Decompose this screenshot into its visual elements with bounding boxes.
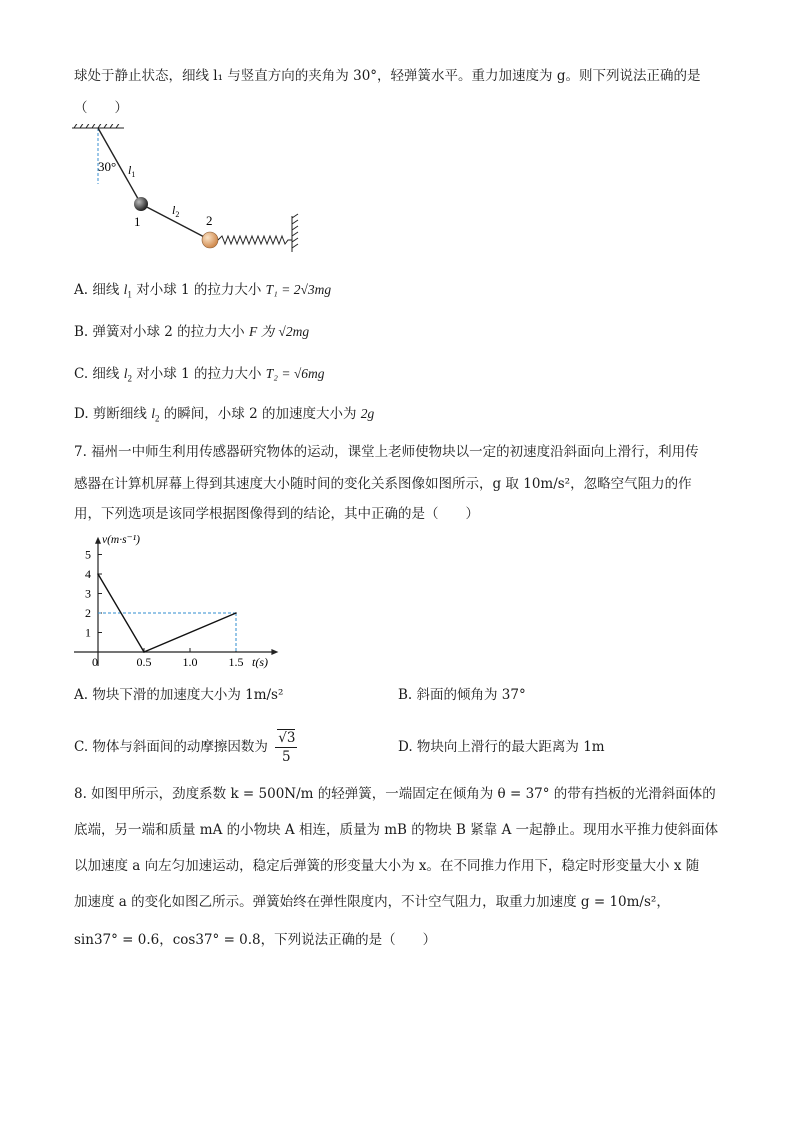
y-tick-label: 4	[85, 567, 91, 581]
ball-2-label: 2	[206, 213, 213, 228]
angle-label: 30°	[98, 159, 117, 174]
series-point	[97, 573, 99, 575]
q6-option-d[interactable]: D. 剪断细线 $l_2$ 的瞬间，小球 2 的加速度大小为 2g	[74, 406, 375, 424]
q6-stem-line1: 球处于静止状态，细线 l₁ 与竖直方向的夹角为 30°，轻弹簧水平。重力加速度为 g。则下列说法正确的是	[74, 68, 701, 84]
x-axis-arrow	[271, 649, 278, 655]
q7-option-a[interactable]: A. 物块下滑的加速度大小为 1m/s²	[74, 687, 284, 703]
q7-option-c[interactable]: C. 物体与斜面间的动摩擦因数为 $\frac{√3}{5}$	[74, 730, 296, 765]
ball-2	[202, 232, 218, 248]
x-tick-label: 0.5	[136, 655, 152, 669]
y-tick-label: 1	[85, 625, 91, 640]
q6-figure	[66, 124, 316, 252]
q8-stem-line3: 以加速度 a 向左匀加速运动，稳定后弹簧的形变量大小为 x。在不同推力作用下，稳定时形变量大小 x 随	[74, 858, 700, 874]
x-axis-label: t(s)	[252, 655, 268, 669]
vt-chart	[70, 532, 280, 672]
y-axis-label: v(m·s⁻¹)	[102, 533, 140, 546]
q7-stem-line1: 7. 福州一中师生利用传感器研究物体的运动，课堂上老师使物块以一定的初速度沿斜面向上滑行，利用传	[74, 444, 699, 460]
q6-option-c[interactable]: C. 细线 $l_2$ 对小球 1 的拉力大小 T₂ = √6mg	[74, 366, 325, 384]
y-axis-arrow	[95, 537, 101, 544]
l2-label: $l_2$	[172, 203, 180, 219]
spring	[218, 236, 292, 244]
q6-option-a[interactable]: A. 细线 $l_1$ 对小球 1 的拉力大小 T₁ = 2√3mg	[74, 282, 332, 300]
q8-stem-line5: sin37° = 0.6，cos37° = 0.8，下列说法正确的是（ ）	[74, 932, 437, 948]
series-point	[143, 651, 145, 653]
y-tick-label: 3	[85, 586, 91, 601]
origin-label: 0	[92, 655, 98, 669]
q8-stem-line1: 8. 如图甲所示，劲度系数 k = 500N/m 的轻弹簧，一端固定在倾角为 θ = 37° 的带有挡板的光滑斜面体的	[74, 786, 716, 802]
q6-stem-line2: （ ）	[74, 100, 128, 116]
ball-1	[134, 197, 148, 211]
x-tick-label: 1.5	[228, 655, 244, 669]
ceiling-hatch	[72, 124, 124, 128]
friction-fraction: $\frac{√3}{5}$	[275, 729, 297, 766]
q7-stem-line2: 感器在计算机屏幕上得到其速度大小随时间的变化关系图像如图所示，g 取 10m/s²，忽略空气阻力的作	[74, 476, 692, 492]
q8-stem-line2: 底端，另一端和质量 mA 的小物块 A 相连，质量为 mB 的物块 B 紧靠 A 一起静止。现用水平推力使斜面体	[74, 822, 719, 838]
q8-stem-line4: 加速度 a 的变化如图乙所示。弹簧始终在弹性限度内，不计空气阻力，取重力加速度 g = 10m/s²，	[74, 894, 670, 910]
y-tick-label: 2	[85, 606, 91, 620]
ball-1-label: 1	[134, 214, 141, 229]
l1-label: $l_1$	[128, 163, 136, 179]
series-point	[235, 612, 237, 614]
q7-option-b[interactable]: B. 斜面的倾角为 37°	[398, 687, 526, 703]
q7-option-d[interactable]: D. 物块向上滑行的最大距离为 1m	[398, 739, 605, 755]
y-tick-label: 5	[85, 547, 91, 562]
q6-option-b[interactable]: B. 弹簧对小球 2 的拉力大小 F 为 √2mg	[74, 324, 310, 340]
q7-stem-line3: 用，下列选项是该同学根据图像得到的结论，其中正确的是（ ）	[74, 506, 479, 522]
wall-hatch	[292, 214, 298, 252]
x-tick-label: 1.0	[182, 655, 198, 669]
